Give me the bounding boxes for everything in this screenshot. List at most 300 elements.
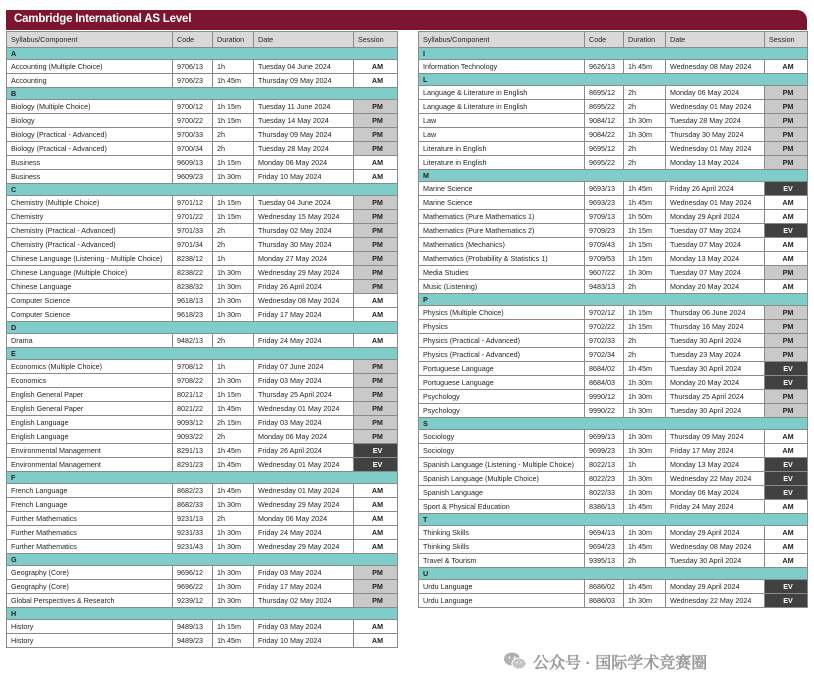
- duration-cell: 1h 30m: [213, 526, 254, 540]
- date-cell: Monday 29 April 2024: [666, 210, 765, 224]
- syllabus-cell: English General Paper: [7, 388, 173, 402]
- code-cell: 8386/13: [585, 500, 624, 514]
- page-title: Cambridge International AS Level: [14, 13, 192, 25]
- syllabus-cell: Music (Listening): [419, 280, 585, 294]
- section-letter-row: [7, 472, 398, 484]
- code-cell: 9708/22: [173, 374, 213, 388]
- duration-cell: 1h 15m: [213, 388, 254, 402]
- duration-cell: 1h 15m: [213, 156, 254, 170]
- duration-cell: 1h 45m: [213, 74, 254, 88]
- syllabus-cell: Information Technology: [419, 60, 585, 74]
- duration-cell: 1h 45m: [213, 458, 254, 472]
- session-cell: PM: [354, 224, 398, 238]
- table-row: [7, 142, 398, 156]
- date-cell: Wednesday 29 May 2024: [254, 540, 354, 554]
- syllabus-cell: French Language: [7, 484, 173, 498]
- session-cell: PM: [765, 156, 808, 170]
- code-cell: 9708/12: [173, 360, 213, 374]
- session-cell: EV: [765, 594, 808, 608]
- code-cell: 9607/22: [585, 266, 624, 280]
- session-cell: AM: [354, 74, 398, 88]
- section-letter-row: [7, 554, 398, 566]
- date-cell: Tuesday 23 May 2024: [666, 348, 765, 362]
- code-cell: 8238/12: [173, 252, 213, 266]
- date-cell: Tuesday 11 June 2024: [254, 100, 354, 114]
- code-cell: 9700/34: [173, 142, 213, 156]
- code-cell: 9093/12: [173, 416, 213, 430]
- duration-cell: 1h 45m: [624, 540, 666, 554]
- table-row: [7, 114, 398, 128]
- syllabus-cell: Psychology: [419, 404, 585, 418]
- duration-cell: 2h: [213, 238, 254, 252]
- session-cell: AM: [354, 512, 398, 526]
- syllabus-cell: Chinese Language (Listening - Multiple Choice): [7, 252, 173, 266]
- duration-cell: 1h 45m: [624, 500, 666, 514]
- code-cell: 9489/13: [173, 620, 213, 634]
- syllabus-cell: Further Mathematics: [7, 526, 173, 540]
- syllabus-cell: Environmental Management: [7, 458, 173, 472]
- session-cell: PM: [354, 430, 398, 444]
- session-cell: PM: [354, 210, 398, 224]
- table-row: [7, 360, 398, 374]
- section-letter: E: [7, 348, 398, 360]
- code-cell: 9701/22: [173, 210, 213, 224]
- code-cell: 9990/22: [585, 404, 624, 418]
- code-cell: 8291/13: [173, 444, 213, 458]
- table-row: [419, 114, 808, 128]
- table-row: [419, 580, 808, 594]
- right-table-body: [419, 48, 808, 608]
- table-row: [7, 170, 398, 184]
- session-cell: PM: [765, 266, 808, 280]
- code-cell: 9694/13: [585, 526, 624, 540]
- duration-cell: 1h 15m: [624, 252, 666, 266]
- date-cell: Thursday 06 June 2024: [666, 306, 765, 320]
- code-cell: 9694/23: [585, 540, 624, 554]
- header-date: Date: [254, 32, 354, 48]
- date-cell: Tuesday 07 May 2024: [666, 224, 765, 238]
- table-row: [419, 444, 808, 458]
- table-row: [419, 128, 808, 142]
- date-cell: Friday 26 April 2024: [254, 280, 354, 294]
- date-cell: Friday 10 May 2024: [254, 634, 354, 648]
- section-letter-row: [419, 74, 808, 86]
- duration-cell: 1h 30m: [624, 404, 666, 418]
- table-row: [7, 402, 398, 416]
- date-cell: Wednesday 29 May 2024: [254, 498, 354, 512]
- session-cell: EV: [765, 486, 808, 500]
- code-cell: 9706/13: [173, 60, 213, 74]
- session-cell: AM: [354, 170, 398, 184]
- table-row: [7, 566, 398, 580]
- date-cell: Tuesday 30 April 2024: [666, 362, 765, 376]
- table-row: [7, 512, 398, 526]
- date-cell: Wednesday 01 May 2024: [254, 458, 354, 472]
- code-cell: 9693/13: [585, 182, 624, 196]
- session-cell: AM: [765, 60, 808, 74]
- table-row: [7, 238, 398, 252]
- table-row: [419, 362, 808, 376]
- session-cell: PM: [354, 252, 398, 266]
- section-letter: G: [7, 554, 398, 566]
- session-cell: PM: [354, 266, 398, 280]
- table-row: [7, 526, 398, 540]
- table-row: [419, 334, 808, 348]
- code-cell: 8684/03: [585, 376, 624, 390]
- code-cell: 8695/12: [585, 86, 624, 100]
- exam-timetable-right: [418, 31, 808, 608]
- table-row: [7, 60, 398, 74]
- table-row: [419, 266, 808, 280]
- syllabus-cell: French Language: [7, 498, 173, 512]
- duration-cell: 1h 15m: [624, 224, 666, 238]
- table-row: [419, 210, 808, 224]
- session-cell: PM: [354, 374, 398, 388]
- table-row: [7, 430, 398, 444]
- left-table-body: [7, 48, 398, 648]
- table-row: [419, 224, 808, 238]
- session-cell: PM: [354, 416, 398, 430]
- date-cell: Monday 06 May 2024: [666, 86, 765, 100]
- code-cell: 9626/13: [585, 60, 624, 74]
- duration-cell: 1h 30m: [624, 444, 666, 458]
- section-letter-row: [7, 184, 398, 196]
- date-cell: Wednesday 01 May 2024: [666, 100, 765, 114]
- duration-cell: 2h: [213, 142, 254, 156]
- code-cell: 9093/22: [173, 430, 213, 444]
- syllabus-cell: Law: [419, 128, 585, 142]
- duration-cell: 1h 30m: [213, 540, 254, 554]
- duration-cell: 1h 30m: [624, 594, 666, 608]
- session-cell: EV: [354, 444, 398, 458]
- duration-cell: 1h 45m: [213, 634, 254, 648]
- session-cell: AM: [765, 280, 808, 294]
- section-letter-row: [7, 88, 398, 100]
- code-cell: 8022/23: [585, 472, 624, 486]
- session-cell: PM: [354, 594, 398, 608]
- session-cell: EV: [765, 182, 808, 196]
- duration-cell: 2h: [213, 512, 254, 526]
- code-cell: 8022/33: [585, 486, 624, 500]
- date-cell: Wednesday 01 May 2024: [254, 484, 354, 498]
- syllabus-cell: Global Perspectives & Research: [7, 594, 173, 608]
- watermark: [503, 650, 707, 672]
- session-cell: PM: [354, 580, 398, 594]
- date-cell: Thursday 25 April 2024: [254, 388, 354, 402]
- code-cell: 9609/13: [173, 156, 213, 170]
- date-cell: Tuesday 07 May 2024: [666, 266, 765, 280]
- table-row: [419, 594, 808, 608]
- exam-timetable-left: [6, 31, 398, 648]
- session-cell: PM: [765, 128, 808, 142]
- section-letter: H: [7, 608, 398, 620]
- header-syllabus: Syllabus/Component: [7, 32, 173, 48]
- date-cell: Friday 03 May 2024: [254, 374, 354, 388]
- date-cell: Monday 20 May 2024: [666, 280, 765, 294]
- date-cell: Thursday 30 May 2024: [666, 128, 765, 142]
- duration-cell: 1h 30m: [213, 308, 254, 322]
- duration-cell: 1h 15m: [213, 210, 254, 224]
- session-cell: AM: [765, 500, 808, 514]
- code-cell: 9609/23: [173, 170, 213, 184]
- syllabus-cell: Biology: [7, 114, 173, 128]
- date-cell: Monday 20 May 2024: [666, 376, 765, 390]
- table-row: [419, 458, 808, 472]
- duration-cell: 1h 30m: [213, 266, 254, 280]
- code-cell: 9618/23: [173, 308, 213, 322]
- section-letter-row: [419, 170, 808, 182]
- table-row: [7, 580, 398, 594]
- syllabus-cell: History: [7, 634, 173, 648]
- session-cell: PM: [765, 86, 808, 100]
- code-cell: 9695/12: [585, 142, 624, 156]
- date-cell: Friday 24 May 2024: [254, 526, 354, 540]
- section-letter-row: [7, 608, 398, 620]
- syllabus-cell: Thinking Skills: [419, 540, 585, 554]
- syllabus-cell: Sociology: [419, 430, 585, 444]
- code-cell: 8022/13: [585, 458, 624, 472]
- syllabus-cell: Economics: [7, 374, 173, 388]
- code-cell: 9699/13: [585, 430, 624, 444]
- session-cell: AM: [765, 430, 808, 444]
- code-cell: 9695/22: [585, 156, 624, 170]
- table-row: [7, 210, 398, 224]
- date-cell: Wednesday 15 May 2024: [254, 210, 354, 224]
- table-row: [419, 404, 808, 418]
- code-cell: 9084/22: [585, 128, 624, 142]
- duration-cell: 2h: [213, 430, 254, 444]
- session-cell: AM: [765, 196, 808, 210]
- code-cell: 9696/22: [173, 580, 213, 594]
- code-cell: 9483/13: [585, 280, 624, 294]
- session-cell: PM: [765, 100, 808, 114]
- session-cell: PM: [354, 402, 398, 416]
- code-cell: 9700/22: [173, 114, 213, 128]
- date-cell: Friday 10 May 2024: [254, 170, 354, 184]
- date-cell: Wednesday 01 May 2024: [666, 142, 765, 156]
- table-row: [7, 196, 398, 210]
- table-row: [7, 100, 398, 114]
- syllabus-cell: Geography (Core): [7, 580, 173, 594]
- code-cell: 9702/34: [585, 348, 624, 362]
- syllabus-cell: Travel & Tourism: [419, 554, 585, 568]
- code-cell: 8238/22: [173, 266, 213, 280]
- session-cell: AM: [354, 294, 398, 308]
- session-cell: PM: [354, 566, 398, 580]
- duration-cell: 2h: [624, 554, 666, 568]
- syllabus-cell: Drama: [7, 334, 173, 348]
- syllabus-cell: Physics (Multiple Choice): [419, 306, 585, 320]
- code-cell: 8686/03: [585, 594, 624, 608]
- code-cell: 9702/33: [585, 334, 624, 348]
- session-cell: EV: [765, 224, 808, 238]
- date-cell: Friday 17 May 2024: [254, 308, 354, 322]
- date-cell: Monday 06 May 2024: [666, 486, 765, 500]
- table-row: [419, 554, 808, 568]
- table-row: [7, 156, 398, 170]
- duration-cell: 2h: [624, 348, 666, 362]
- date-cell: Friday 03 May 2024: [254, 566, 354, 580]
- date-cell: Friday 03 May 2024: [254, 416, 354, 430]
- code-cell: 8021/22: [173, 402, 213, 416]
- date-cell: Friday 24 May 2024: [666, 500, 765, 514]
- syllabus-cell: Sport & Physical Education: [419, 500, 585, 514]
- date-cell: Thursday 09 May 2024: [666, 430, 765, 444]
- table-row: [419, 472, 808, 486]
- code-cell: 9084/12: [585, 114, 624, 128]
- date-cell: Tuesday 28 May 2024: [666, 114, 765, 128]
- code-cell: 9239/12: [173, 594, 213, 608]
- syllabus-cell: Biology (Practical - Advanced): [7, 142, 173, 156]
- duration-cell: 1h 30m: [624, 390, 666, 404]
- syllabus-cell: Mathematics (Pure Mathematics 1): [419, 210, 585, 224]
- duration-cell: 1h 30m: [624, 376, 666, 390]
- duration-cell: 1h 30m: [624, 486, 666, 500]
- header-row: [419, 32, 808, 48]
- code-cell: 9709/53: [585, 252, 624, 266]
- date-cell: Wednesday 08 May 2024: [666, 540, 765, 554]
- duration-cell: 1h 30m: [213, 374, 254, 388]
- table-row: [419, 238, 808, 252]
- duration-cell: 1h 30m: [213, 594, 254, 608]
- duration-cell: 2h: [624, 156, 666, 170]
- table-row: [7, 634, 398, 648]
- session-cell: EV: [765, 580, 808, 594]
- code-cell: 9696/12: [173, 566, 213, 580]
- date-cell: Tuesday 07 May 2024: [666, 238, 765, 252]
- syllabus-cell: Chemistry (Practical - Advanced): [7, 238, 173, 252]
- date-cell: Tuesday 30 April 2024: [666, 554, 765, 568]
- session-cell: AM: [354, 60, 398, 74]
- code-cell: 8682/23: [173, 484, 213, 498]
- date-cell: Thursday 09 May 2024: [254, 128, 354, 142]
- syllabus-cell: Accounting: [7, 74, 173, 88]
- session-cell: PM: [765, 348, 808, 362]
- section-letter: B: [7, 88, 398, 100]
- code-cell: 9990/12: [585, 390, 624, 404]
- code-cell: 9231/43: [173, 540, 213, 554]
- syllabus-cell: Chemistry: [7, 210, 173, 224]
- watermark-text: 公众号 · 国际学术竞赛圈: [533, 654, 708, 672]
- table-row: [7, 266, 398, 280]
- duration-cell: 1h 30m: [213, 170, 254, 184]
- table-row: [7, 74, 398, 88]
- date-cell: Wednesday 01 May 2024: [254, 402, 354, 416]
- date-cell: Monday 29 April 2024: [666, 526, 765, 540]
- date-cell: Wednesday 22 May 2024: [666, 472, 765, 486]
- table-row: [419, 320, 808, 334]
- duration-cell: 1h 45m: [624, 182, 666, 196]
- duration-cell: 1h 45m: [213, 484, 254, 498]
- syllabus-cell: Urdu Language: [419, 580, 585, 594]
- section-letter-row: [419, 514, 808, 526]
- code-cell: 9482/13: [173, 334, 213, 348]
- header-duration: Duration: [213, 32, 254, 48]
- syllabus-cell: English Language: [7, 416, 173, 430]
- syllabus-cell: Literature in English: [419, 156, 585, 170]
- table-row: [419, 390, 808, 404]
- table-row: [419, 540, 808, 554]
- code-cell: 9618/13: [173, 294, 213, 308]
- table-row: [7, 620, 398, 634]
- session-cell: AM: [354, 498, 398, 512]
- syllabus-cell: English General Paper: [7, 402, 173, 416]
- syllabus-cell: Geography (Core): [7, 566, 173, 580]
- session-cell: AM: [765, 444, 808, 458]
- duration-cell: 1h 30m: [624, 526, 666, 540]
- date-cell: Friday 17 May 2024: [254, 580, 354, 594]
- header-date: Date: [666, 32, 765, 48]
- syllabus-cell: Portuguese Language: [419, 362, 585, 376]
- syllabus-cell: Chinese Language: [7, 280, 173, 294]
- date-cell: Friday 26 April 2024: [666, 182, 765, 196]
- date-cell: Friday 07 June 2024: [254, 360, 354, 374]
- duration-cell: 2h: [624, 280, 666, 294]
- session-cell: AM: [354, 484, 398, 498]
- session-cell: AM: [354, 634, 398, 648]
- code-cell: 9700/12: [173, 100, 213, 114]
- table-row: [7, 294, 398, 308]
- code-cell: 9701/33: [173, 224, 213, 238]
- date-cell: Tuesday 04 June 2024: [254, 60, 354, 74]
- date-cell: Friday 03 May 2024: [254, 620, 354, 634]
- date-cell: Thursday 09 May 2024: [254, 74, 354, 88]
- duration-cell: 1h 15m: [213, 100, 254, 114]
- syllabus-cell: Spanish Language (Listening - Multiple Choice): [419, 458, 585, 472]
- date-cell: Wednesday 01 May 2024: [666, 196, 765, 210]
- duration-cell: 2h: [624, 334, 666, 348]
- header-row: [7, 32, 398, 48]
- session-cell: EV: [765, 376, 808, 390]
- section-letter: U: [419, 568, 808, 580]
- duration-cell: 1h 15m: [624, 320, 666, 334]
- duration-cell: 1h 30m: [213, 498, 254, 512]
- session-cell: PM: [765, 320, 808, 334]
- syllabus-cell: Computer Science: [7, 294, 173, 308]
- code-cell: 9701/34: [173, 238, 213, 252]
- syllabus-cell: Language & Literature in English: [419, 100, 585, 114]
- duration-cell: 2h: [624, 100, 666, 114]
- code-cell: 9709/23: [585, 224, 624, 238]
- section-letter: I: [419, 48, 808, 60]
- syllabus-cell: Portuguese Language: [419, 376, 585, 390]
- syllabus-cell: Media Studies: [419, 266, 585, 280]
- title-banner: [6, 10, 807, 30]
- section-letter: T: [419, 514, 808, 526]
- duration-cell: 1h 45m: [624, 196, 666, 210]
- table-row: [419, 430, 808, 444]
- syllabus-cell: Marine Science: [419, 182, 585, 196]
- session-cell: AM: [765, 526, 808, 540]
- duration-cell: 1h 50m: [624, 210, 666, 224]
- syllabus-cell: Mathematics (Pure Mathematics 2): [419, 224, 585, 238]
- duration-cell: 1h: [213, 252, 254, 266]
- header-syllabus: Syllabus/Component: [419, 32, 585, 48]
- header-session: Session: [354, 32, 398, 48]
- date-cell: Friday 26 April 2024: [254, 444, 354, 458]
- table-row: [419, 376, 808, 390]
- code-cell: 9699/23: [585, 444, 624, 458]
- table-row: [419, 486, 808, 500]
- date-cell: Monday 27 May 2024: [254, 252, 354, 266]
- syllabus-cell: Spanish Language: [419, 486, 585, 500]
- section-letter: P: [419, 294, 808, 306]
- code-cell: 8021/12: [173, 388, 213, 402]
- duration-cell: 1h 15m: [624, 306, 666, 320]
- date-cell: Thursday 02 May 2024: [254, 224, 354, 238]
- table-row: [7, 374, 398, 388]
- wechat-icon: [503, 651, 527, 671]
